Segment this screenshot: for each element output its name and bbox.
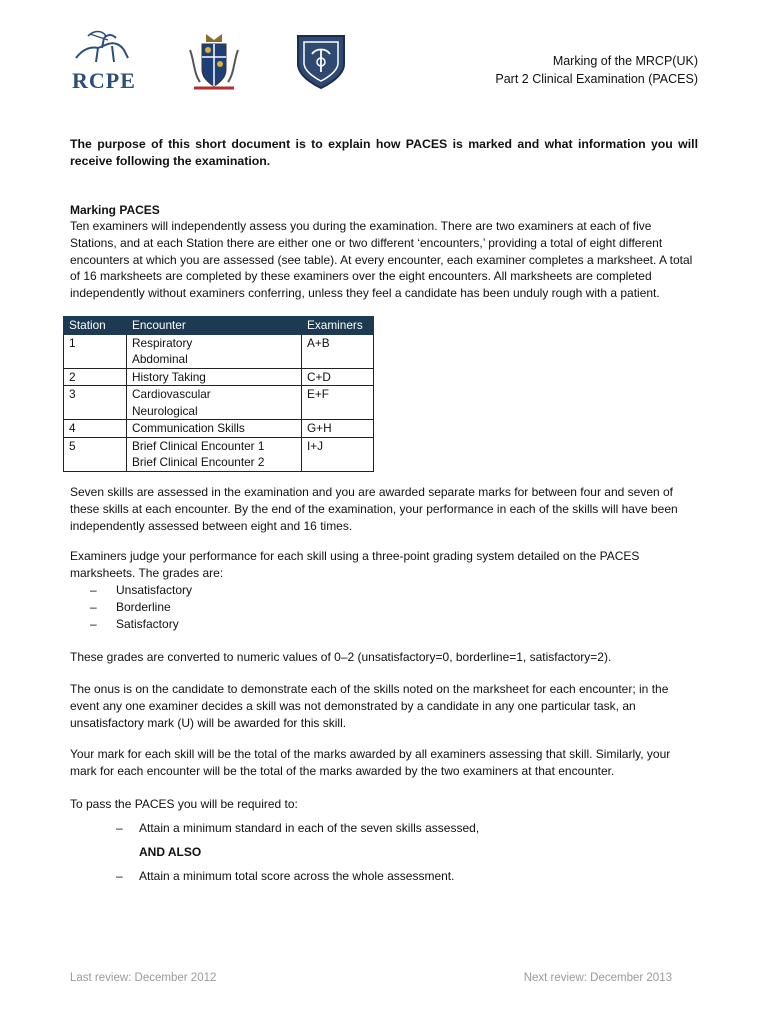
list-item: – Satisfactory <box>90 616 192 633</box>
encounter-cell <box>127 437 302 471</box>
list-item: – Borderline <box>90 599 192 616</box>
table-row <box>64 420 374 438</box>
rcp-shield-logo <box>294 30 348 92</box>
rcpe-logo <box>68 28 140 94</box>
stations-table <box>63 316 374 472</box>
footer-last-review: Last review: December 2012 <box>70 972 217 984</box>
examiners-cell: A+B <box>302 334 374 368</box>
archer-horse-icon <box>68 28 140 68</box>
encounter-name: Neurological <box>132 403 198 418</box>
dash-bullet: – <box>116 869 123 883</box>
shield-icon <box>294 30 348 92</box>
requirement-text: Attain a minimum total score across the whole assessment. <box>139 869 455 883</box>
encounter-cell <box>127 368 302 386</box>
requirement-text: Attain a minimum standard in each of the seven skills assessed, <box>139 821 480 835</box>
encounter-cell <box>127 334 302 368</box>
encounter-cell <box>127 420 302 438</box>
station-cell: 2 <box>64 368 127 386</box>
list-item: – Unsatisfactory <box>90 582 192 599</box>
table-header-examiners: Examiners <box>302 317 374 335</box>
dash-bullet: – <box>116 821 123 835</box>
heraldic-crest-icon <box>186 30 242 94</box>
mark-paragraph: Your mark for each skill will be the total of the marks awarded by all examiners assessing that skill. Similarly, your mark for each encounter will be the total of the marks awarded by the two examiners at that encounter. <box>70 747 671 778</box>
examiners-cell: E+F <box>302 386 374 420</box>
examiners-cell: I+J <box>302 437 374 471</box>
encounter-name: Respiratory <box>132 335 193 350</box>
encounter-name: Brief Clinical Encounter 1 <box>132 438 265 453</box>
table-header-station: Station <box>64 317 127 335</box>
examiners-cell: G+H <box>302 420 374 438</box>
rcpe-logo-text: RCPE <box>72 68 136 93</box>
marking-paragraph: Ten examiners will independently assess you during the examination. There are two examiners at each of five Stations, and at each Station there are either one or two different ‘encounters,’ providing a total of eight different encounters at which you are assessed (see table). At every encounter, each examiner completes a marksheet. A total of 16 marksheets are completed by these examiners over the eight encounters. All marksheets are completed independently without examiners conferring, unless they feel a candidate has been unduly rough with a patient. <box>70 219 693 301</box>
pass-intro: To pass the PACES you will be required to: <box>70 797 298 811</box>
table-row <box>64 368 374 386</box>
encounter-name: History Taking <box>132 369 206 384</box>
intro-paragraph: The purpose of this short document is to explain how PACES is marked and what information you will receive following the examination. <box>70 137 698 168</box>
document-header-title <box>495 52 698 88</box>
encounter-name: Abdominal <box>132 352 188 366</box>
marking-section-title: Marking PACES <box>70 203 160 217</box>
encounter-cell <box>127 386 302 420</box>
footer-next-review: Next review: December 2013 <box>523 972 672 984</box>
table-row <box>64 437 374 471</box>
table-header-row <box>64 317 374 335</box>
table-header-encounter: Encounter <box>127 317 302 335</box>
skills-paragraph: Seven skills are assessed in the examination and you are awarded separate marks for between four and seven of these skills at each encounter. By the end of the examination, your performance in each of the skills will have been independently assessed between eight and 16 times. <box>70 485 678 533</box>
onus-paragraph: The onus is on the candidate to demonstrate each of the skills noted on the marksheet for each encounter; in the event any one examiner decides a skill was not demonstrated by a candidate in any one particular task, an unsatisfactory mark (U) will be awarded for this skill. <box>70 682 669 730</box>
examiners-cell: C+D <box>302 368 374 386</box>
encounter-name: Brief Clinical Encounter 2 <box>132 455 265 469</box>
table-row <box>64 334 374 368</box>
station-cell: 1 <box>64 334 127 368</box>
station-cell: 5 <box>64 437 127 471</box>
encounter-name: Communication Skills <box>132 421 245 435</box>
station-cell: 3 <box>64 386 127 420</box>
converted-paragraph: These grades are converted to numeric values of 0–2 (unsatisfactory=0, borderline=1, satisfactory=2). <box>70 650 612 664</box>
grades-paragraph: Examiners judge your performance for each skill using a three-point grading system detailed on the PACES marksheets. The grades are: <box>70 549 640 580</box>
and-also-label: AND ALSO <box>139 845 202 859</box>
grades-list <box>90 582 192 632</box>
encounter-name: Cardiovascular <box>132 387 211 401</box>
header-line-2: Part 2 Clinical Examination (PACES) <box>495 72 698 86</box>
rcps-crest-logo <box>186 30 242 94</box>
station-cell: 4 <box>64 420 127 438</box>
table-row <box>64 386 374 420</box>
header-line-1: Marking of the MRCP(UK) <box>552 54 698 68</box>
